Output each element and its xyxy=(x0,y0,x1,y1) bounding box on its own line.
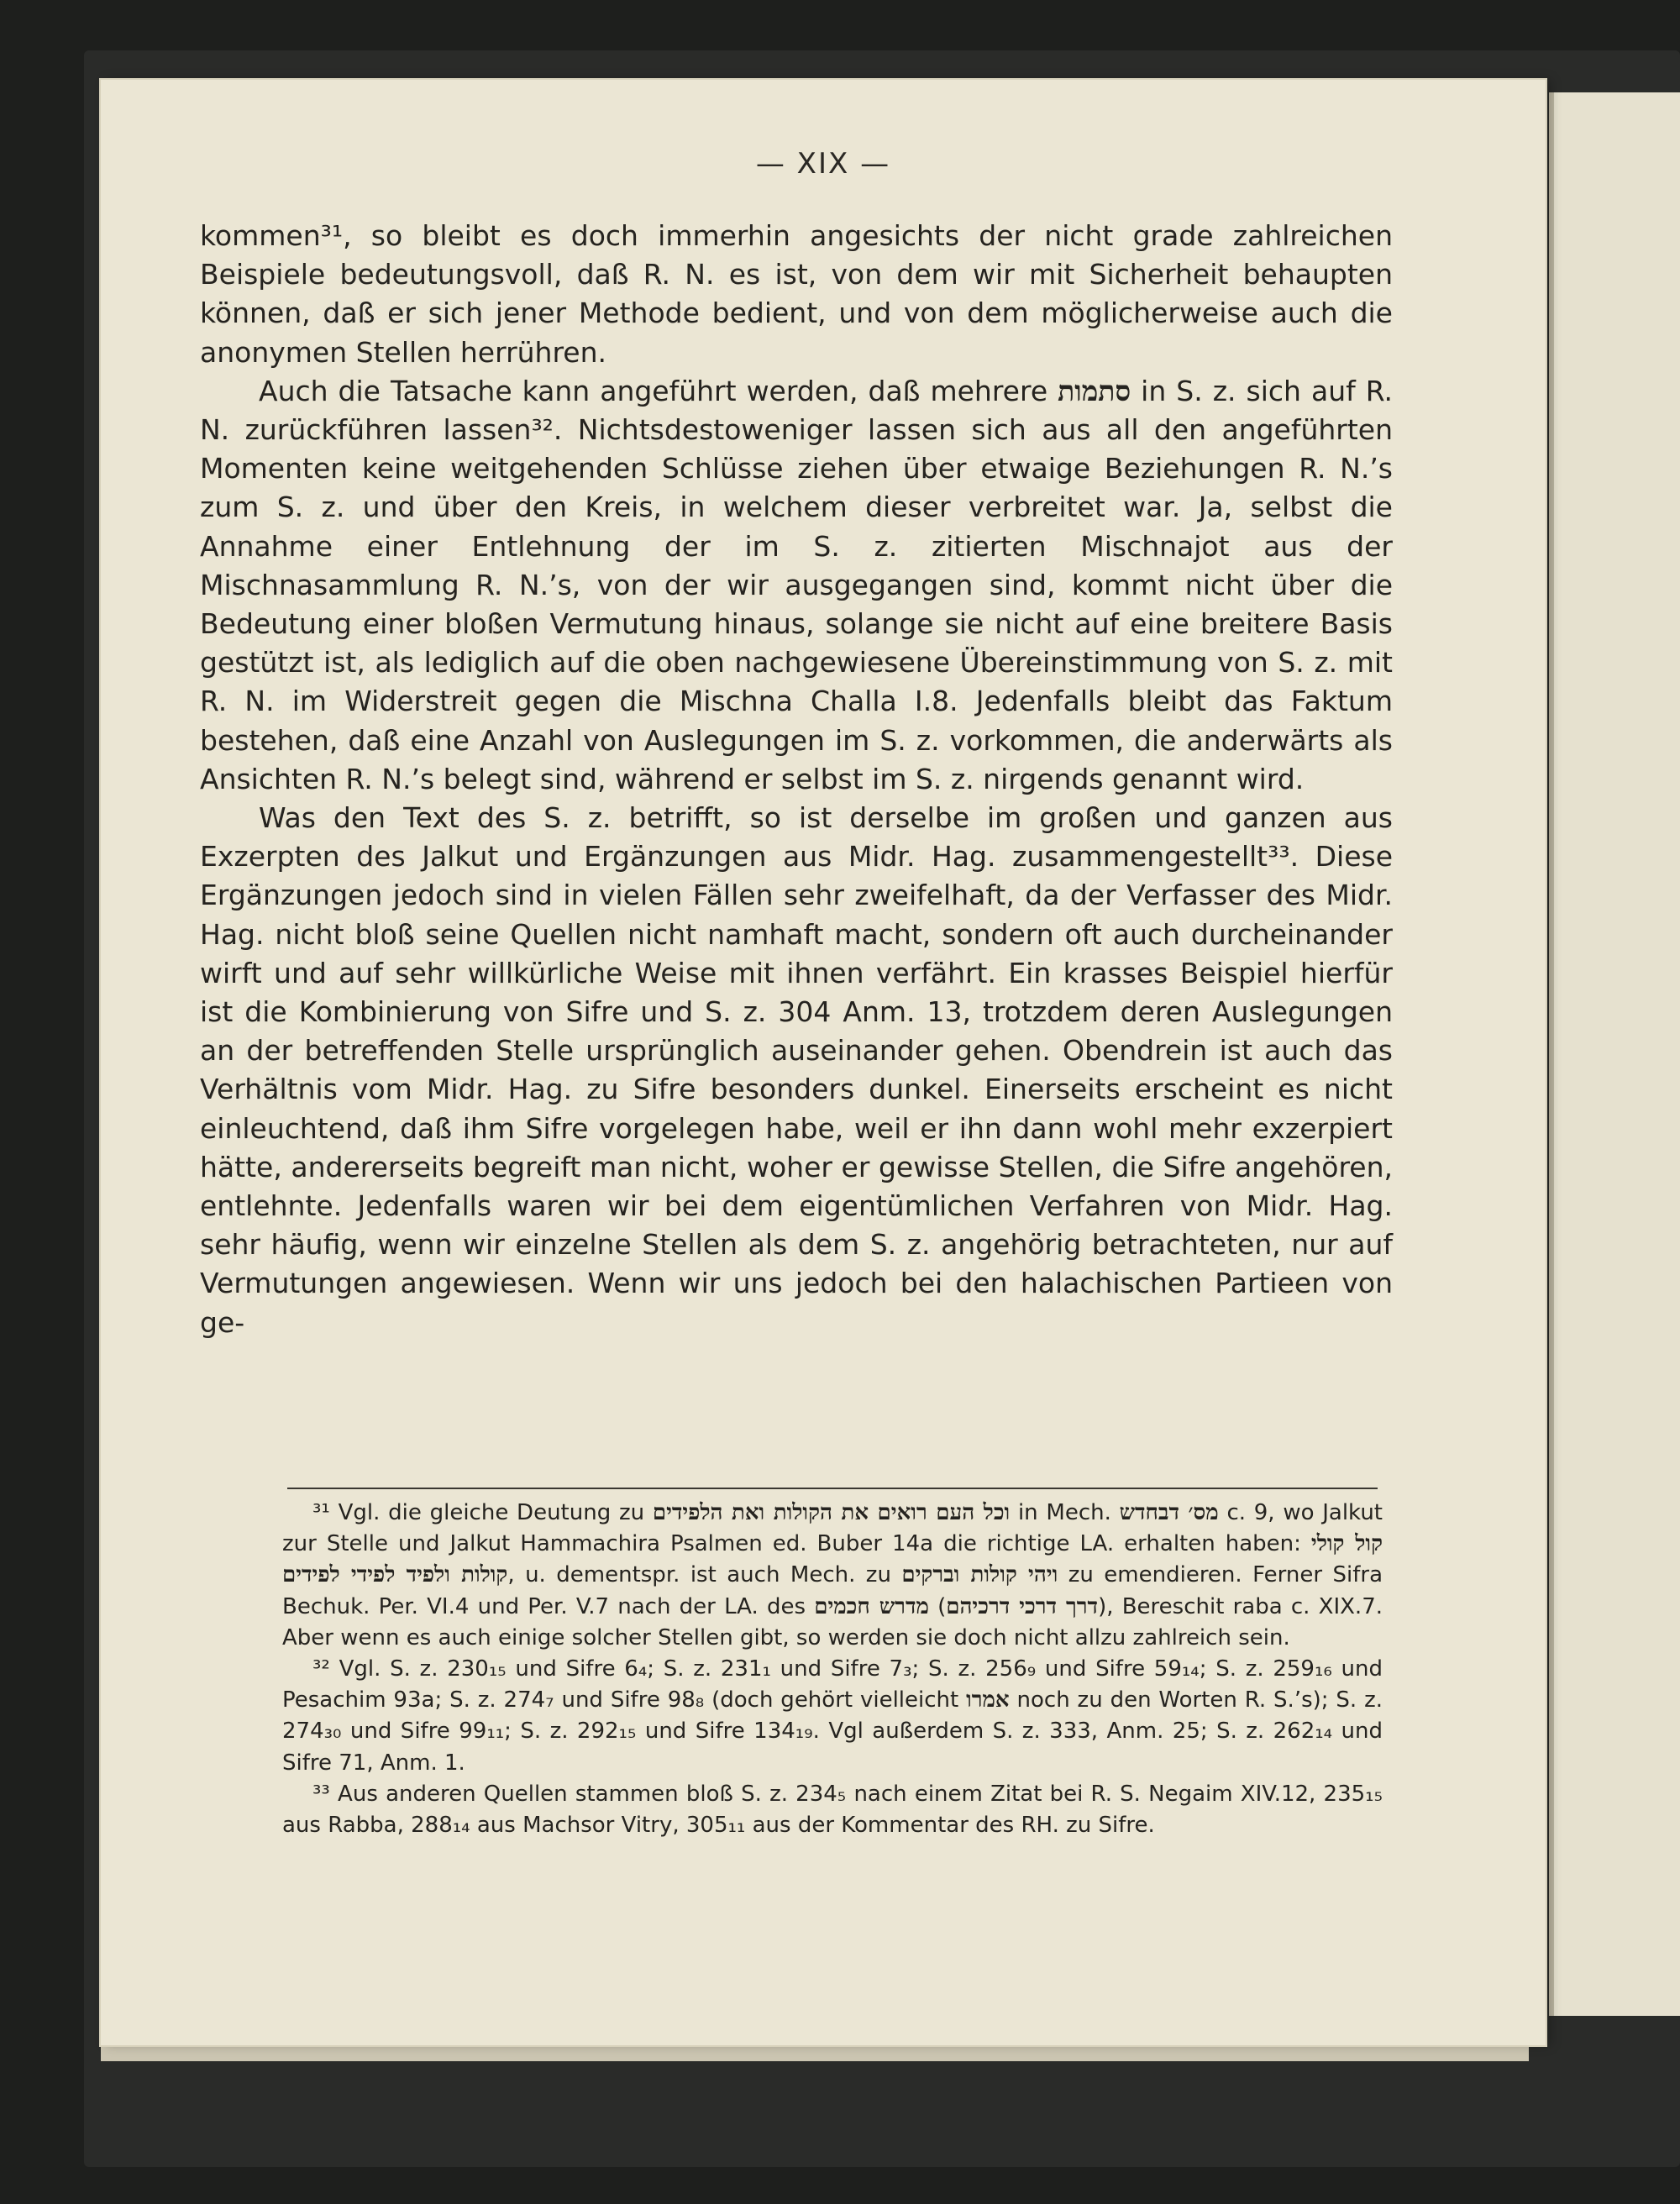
footnote-31-hebrew-2: מס׳ דבחדש xyxy=(1119,1500,1219,1525)
adjacent-page-edge xyxy=(1549,92,1680,2016)
footnote-31-hebrew-1: וכל העם רואים את הקולות ואת הלפידים xyxy=(652,1500,1011,1525)
paragraph-2-part-b: in S. z. sich auf R. N. zurückführen lassen³². Nichtsdestoweniger lassen sich aus all den angeführten Momenten keine weitgehenden Schlüsse ziehen über etwaige Beziehungen R. N.’s zum S. z. und über den Kreis, in welchem dieser verbreitet war. Ja, selbst die Annahme einer Entlehnung der im S. z. zitierten Mischnajot aus der Mischnasammlung R. N.’s, von der wir ausgegangen sind, kommt nicht über die Bedeutung einer bloßen Vermutung hinaus, solange sie nicht auf eine breitere Basis gestützt ist, als lediglich auf die oben nachgewiesene Übereinstimmung von S. z. mit R. N. im Widerstreit gegen die Mischna Challa I.8. Jedenfalls bleibt das Faktum bestehen, daß eine Anzahl von Auslegungen im S. z. vorkommen, die anderwärts als Ansichten R. N.’s belegt sind, während er selbst im S. z. nirgends genannt wird. xyxy=(200,374,1393,795)
footnote-32-hebrew: אמרו xyxy=(966,1687,1010,1713)
footnote-31-text-d: , u. dementspr. ist auch Mech. zu xyxy=(507,1562,902,1588)
footnote-31-text-e: zu emendieren. Ferner Sifra Bechuk. Per. VI.4 und Per. V.7 nach der LA. des xyxy=(282,1562,1383,1619)
paragraph-2 xyxy=(200,372,1393,799)
footnote-31-text-f: ( xyxy=(928,1593,947,1619)
hebrew-term: סתמות xyxy=(1058,374,1131,407)
footnote-31-hebrew-4: ויהי קולות וברקים xyxy=(901,1562,1058,1588)
paragraph-1: kommen³¹, so bleibt es doch immerhin angesichts der nicht grade zahlreichen Beispiele bedeutungsvoll, daß R. N. es ist, von dem wir mit Sicherheit behaupten können, daß er sich jener Methode bedient, und von dem möglicherweise auch die anonymen Stellen herrühren. xyxy=(200,219,1393,369)
footnote-divider xyxy=(287,1488,1378,1489)
footnote-31 xyxy=(282,1498,1383,1654)
main-text xyxy=(200,217,1393,1342)
footnote-31-hebrew-3: קול קולי קולות ולפיד לפידי לפידים xyxy=(282,1531,1383,1588)
page-stack-edge xyxy=(101,2043,1529,2061)
footnote-31-text-b: in Mech. xyxy=(1010,1500,1120,1525)
footnote-33: ³³ Aus anderen Quellen stammen bloß S. z. 234₅ nach einem Zitat bei R. S. Negaim XIV.12, 235₁₅ aus Rabba, 288₁₄ aus Machsor Vitry, 305₁₁ aus der Kommentar des RH. zu Sifre. xyxy=(282,1781,1383,1839)
footnote-31-text-g: ), Bereschit raba c. XIX.7. Aber wenn es auch einige solcher Stellen gibt, so werden sie doch nicht allzu zahlreich sein. xyxy=(282,1593,1383,1650)
footnote-31-text-a: ³¹ Vgl. die gleiche Deutung zu xyxy=(312,1500,653,1525)
footnote-31-text-c: c. 9, wo Jalkut zur Stelle und Jalkut Hammachira Psalmen ed. Buber 14a die richtige LA. erhalten haben: xyxy=(282,1500,1383,1557)
footnote-32 xyxy=(282,1654,1383,1779)
footnote-31-hebrew-5: מדרש חכמים xyxy=(814,1593,929,1619)
page-number: — XIX — xyxy=(755,147,891,181)
footnote-32-text-b: noch zu den Worten R. S.’s); S. z. 274₃₀ und Sifre 99₁₁; S. z. 292₁₅ und Sifre 134₁₉. Vgl außerdem S. z. 333, Anm. 25; S. z. 262₁₄ und Sifre 71, Anm. 1. xyxy=(282,1687,1383,1776)
footnote-32-text-a: ³² Vgl. S. z. 230₁₅ und Sifre 6₄; S. z. 231₁ und Sifre 7₃; S. z. 256₉ und Sifre 59₁₄; S. z. 259₁₆ und Pesachim 93a; S. z. 274₇ und Sifre 98₈ (doch gehört vielleicht xyxy=(282,1656,1383,1713)
footnote-31-hebrew-6: דרך דרכי דרכיהם xyxy=(946,1593,1099,1619)
paragraph-3: Was den Text des S. z. betrifft, so ist derselbe im großen und ganzen aus Exzerpten des Jalkut und Ergänzungen aus Midr. Hag. zusammengestellt³³. Diese Ergänzungen jedoch sind in vielen Fällen sehr zweifelhaft, da der Verfasser des Midr. Hag. nicht bloß seine Quellen nicht namhaft macht, sondern oft auch durcheinander wirft und auf sehr willkürliche Weise mit ihnen verfährt. Ein krasses Beispiel hierfür ist die Kombinierung von Sifre und S. z. 304 Anm. 13, trotzdem deren Auslegungen an der betreffenden Stelle ursprünglich auseinander gehen. Obendrein ist auch das Verhältnis vom Midr. Hag. zu Sifre besonders dunkel. Einerseits erscheint es nicht einleuchtend, daß ihm Sifre vorgelegen habe, weil er ihn dann wohl mehr exzerpiert hätte, andererseits begreift man nicht, woher er gewisse Stellen, die Sifre angehören, entlehnte. Jedenfalls waren wir bei dem eigentümlichen Verfahren von Midr. Hag. sehr häufig, wenn wir einzelne Stellen als dem S. z. angehörig betrachteten, nur auf Vermutungen angewiesen. Wenn wir uns jedoch bei den halachischen Partieen von ge- xyxy=(200,801,1393,1339)
footnotes xyxy=(282,1498,1383,1841)
paragraph-2-part-a: Auch die Tatsache kann angeführt werden, daß mehrere xyxy=(259,374,1058,407)
